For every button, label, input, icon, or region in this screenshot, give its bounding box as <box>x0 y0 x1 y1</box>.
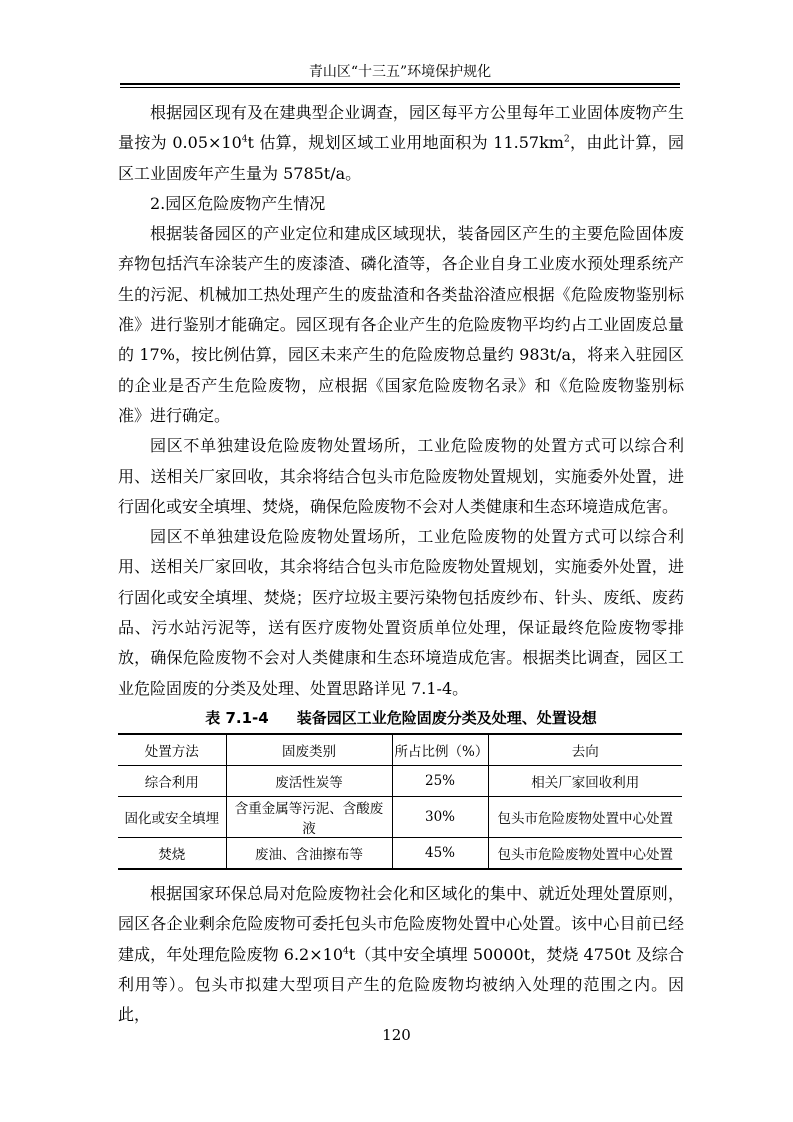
table-cell: 含重金属等污泥、含酸废液 <box>226 796 392 837</box>
table-caption-title: 装备园区工业危险固废分类及处理、处置设想 <box>296 708 597 727</box>
table-header-cell: 固废类别 <box>226 734 392 766</box>
section-heading-2: 2.园区危险废物产生情况 <box>150 193 326 213</box>
paragraph-6-part-b: t（其中安全填埋 50000t，焚烧 4750t 及综合利用等）。包头市拟建大型项目产生的危险废物均被纳入处理的范围之内。因此， <box>118 944 684 1025</box>
table-row <box>118 765 682 796</box>
superscript-4: 4 <box>343 946 349 957</box>
header-rule-thin <box>120 87 680 88</box>
page-content <box>118 98 684 1030</box>
paragraph-3: 根据装备园区的产业定位和建成区域现状，装备园区产生的主要危险固体废弃物包括汽车涂装产生的废漆渣、磷化渣等，各企业自身工业废水预处理系统产生的污泥、机械加工热处理产生的废盐渣和各类盐浴渣应根据《危险废物鉴别标准》进行鉴别才能确定。园区现有各企业产生的危险废物平均约占工业固废总量的 17%，按比例估算，园区未来产生的危险废物总量约 983t/a，将来入驻园区的企业是否产生危险废物，应根据《国家危险废物名录》和《危险废物鉴别标准》进行确定。 <box>118 224 684 425</box>
table-cell: 综合利用 <box>118 765 226 796</box>
superscript-2: 2 <box>563 134 570 145</box>
paragraph-1-part-b: t 估算，规划区域工业用地面积为 11.57km <box>247 133 564 153</box>
paragraph-6 <box>118 879 684 1030</box>
table-cell: 焚烧 <box>118 837 226 869</box>
table-header-cell: 所占比例（%） <box>392 734 488 766</box>
table-row <box>118 837 682 869</box>
paragraph-5: 园区不单独建设危险废物处置场所，工业危险废物的处置方式可以综合利用、送相关厂家回收，其余将结合包头市危险废物处置规划，实施委外处置，进行固化或安全填埋、焚烧；医疗垃圾主要污染物包括废纱布、针头、废纸、废药品、污水站污泥等，送有医疗废物处置资质单位处理，保证最终危险废物零排放，确保危险废物不会对人类健康和生态环境造成危害。根据类比调查，园区工业危险固废的分类及处理、处置思路详见 7.1-4。 <box>118 527 684 698</box>
paragraph-6-part-a: 根据国家环保总局对危险废物社会化和区域化的集中、就近处理处置原则，园区各企业剩余危险废物可委托包头市危险废物处置中心处置。该中心目前已经建成，年处理危险废物 6.2×10 <box>118 883 684 964</box>
paragraph-1-part-a: 根据园区现有及在建典型企业调查，园区每平方公里每年工业固体废物产生量按为 0.05×10 <box>118 103 684 153</box>
table-cell: 包头市危险废物处置中心处置 <box>488 837 682 869</box>
table-caption-number: 表 7.1-4 <box>205 708 269 727</box>
table-header-row <box>118 734 682 766</box>
table-row <box>118 796 682 837</box>
table-cell: 固化或安全填埋 <box>118 796 226 837</box>
table-cell: 包头市危险废物处置中心处置 <box>488 796 682 837</box>
page-header-title: 青山区“十三五”环境保护规化 <box>308 64 492 80</box>
header-rule-thick <box>120 83 680 85</box>
table-header-cell: 去向 <box>488 734 682 766</box>
hazardous-waste-table <box>118 733 682 870</box>
table-cell: 45% <box>392 837 488 869</box>
paragraph-4: 园区不单独建设危险废物处置场所，工业危险废物的处置方式可以综合利用、送相关厂家回收，其余将结合包头市危险废物处置规划，实施委外处置，进行固化或安全填埋、焚烧，确保危险废物不会对人类健康和生态环境造成危害。 <box>118 436 684 516</box>
table-cell: 30% <box>392 796 488 837</box>
paragraph-1 <box>118 98 684 189</box>
table-cell: 相关厂家回收利用 <box>488 765 682 796</box>
table-cell: 废油、含油擦布等 <box>226 837 392 869</box>
page-number: 120 <box>382 1026 411 1044</box>
superscript-4: 4 <box>241 134 248 145</box>
paragraph-1-part-c: ，由此计算，园区工业固废年产生量为 5785t/a。 <box>118 133 684 183</box>
table-caption <box>118 708 684 728</box>
table-header-cell: 处置方法 <box>118 734 226 766</box>
table-cell: 废活性炭等 <box>226 765 392 796</box>
table-cell: 25% <box>392 765 488 796</box>
